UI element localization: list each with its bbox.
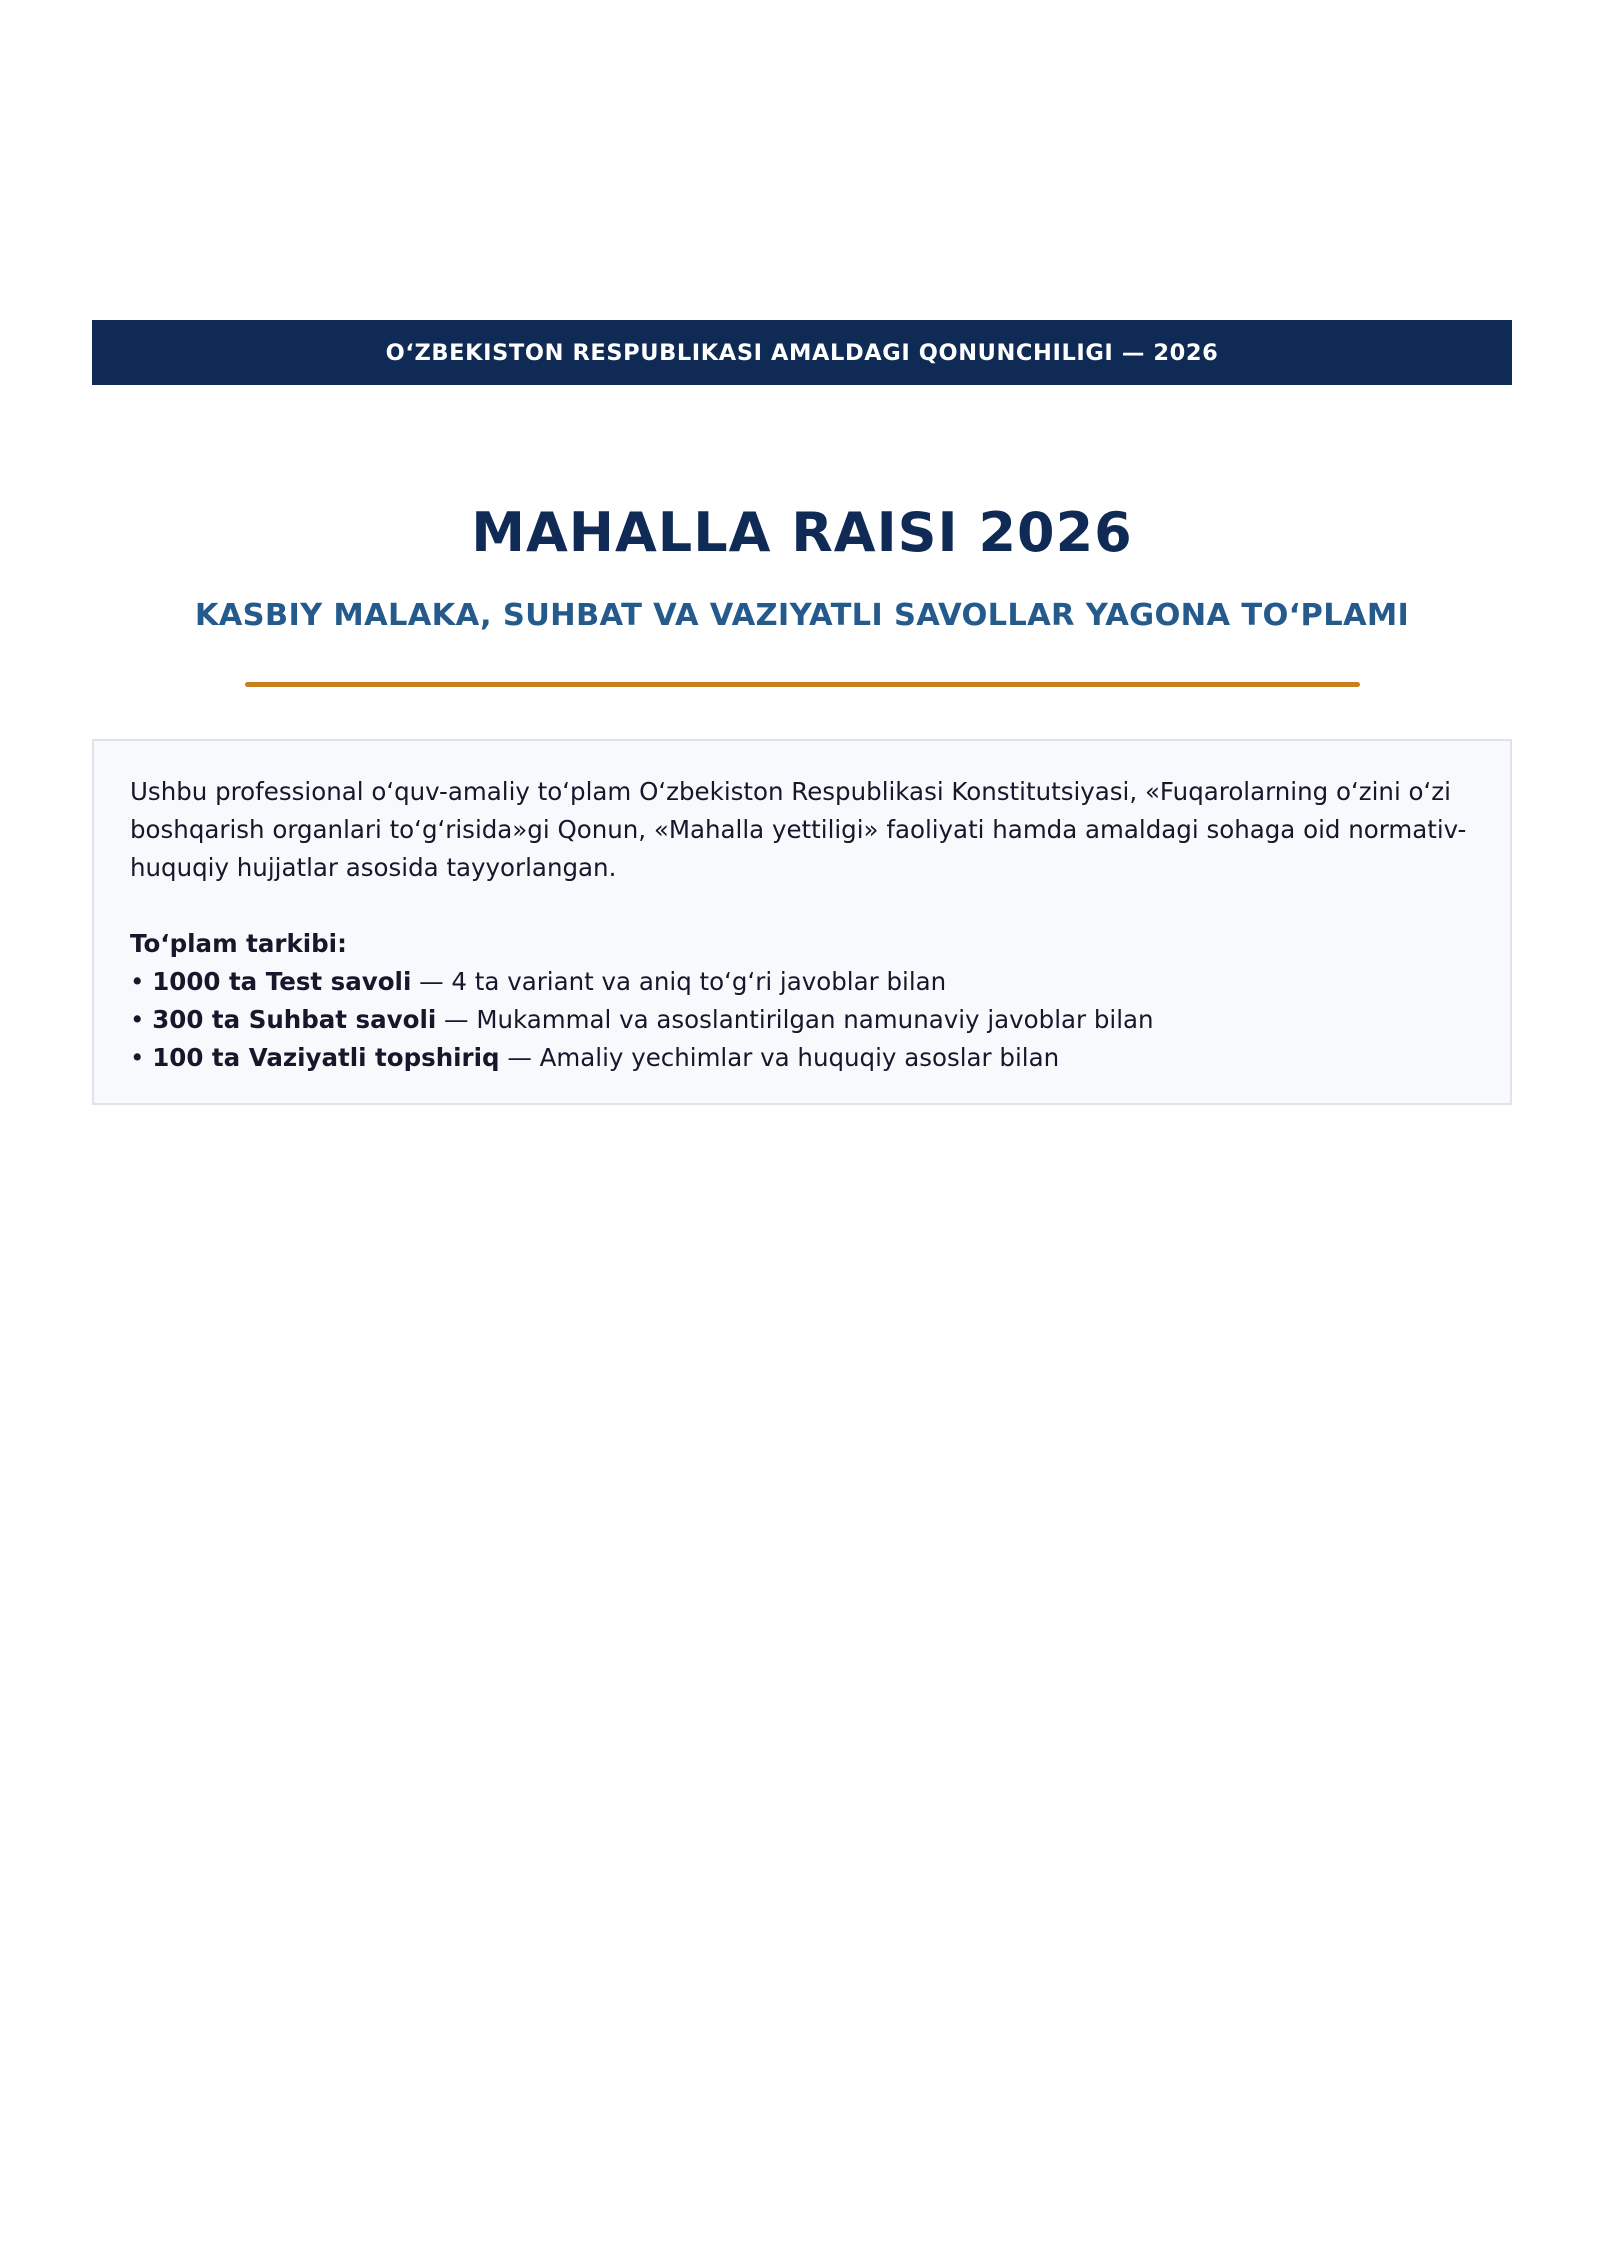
header-banner — [92, 320, 1512, 385]
info-box — [92, 739, 1512, 1105]
item-count-label: 300 ta Suhbat savoli — [152, 1005, 437, 1034]
intro-paragraph: Ushbu professional o‘quv-amaliy to‘plam O‘zbekiston Respublikasi Konstitutsiyasi, «Fuqarolarning o‘zini o‘zi boshqarish organlari to‘g‘risida»gi Qonun, «Mahalla yettiligi» faoliyati hamda amaldagi sohaga oid normativ-huquqiy hujjatlar asosida tayyorlangan. — [130, 777, 1467, 882]
banner-text: O‘ZBEKISTON RESPUBLIKASI AMALDAGI QONUNCHILIGI — 2026 — [385, 339, 1219, 366]
item-count-label: 1000 ta Test savoli — [152, 967, 412, 996]
document-title: MAHALLA RAISI 2026 — [471, 501, 1133, 564]
list-item — [130, 1039, 1474, 1077]
list-item — [130, 1001, 1474, 1039]
bullet: • — [130, 1043, 145, 1072]
list-item — [130, 963, 1474, 1001]
item-count-label: 100 ta Vaziyatli topshiriq — [152, 1043, 500, 1072]
contents-heading: To‘plam tarkibi: — [130, 929, 347, 958]
item-description: — Amaliy yechimlar va huquqiy asoslar bilan — [499, 1043, 1060, 1072]
accent-divider — [245, 682, 1360, 687]
bullet: • — [130, 967, 145, 996]
contents-list — [130, 963, 1474, 1077]
item-description: — 4 ta variant va aniq to‘g‘ri javoblar bilan — [411, 967, 947, 996]
document-subtitle: KASBIY MALAKA, SUHBAT VA VAZIYATLI SAVOLLAR YAGONA TO‘PLAMI — [194, 598, 1410, 633]
item-description: — Mukammal va asoslantirilgan namunaviy javoblar bilan — [436, 1005, 1154, 1034]
bullet: • — [130, 1005, 145, 1034]
